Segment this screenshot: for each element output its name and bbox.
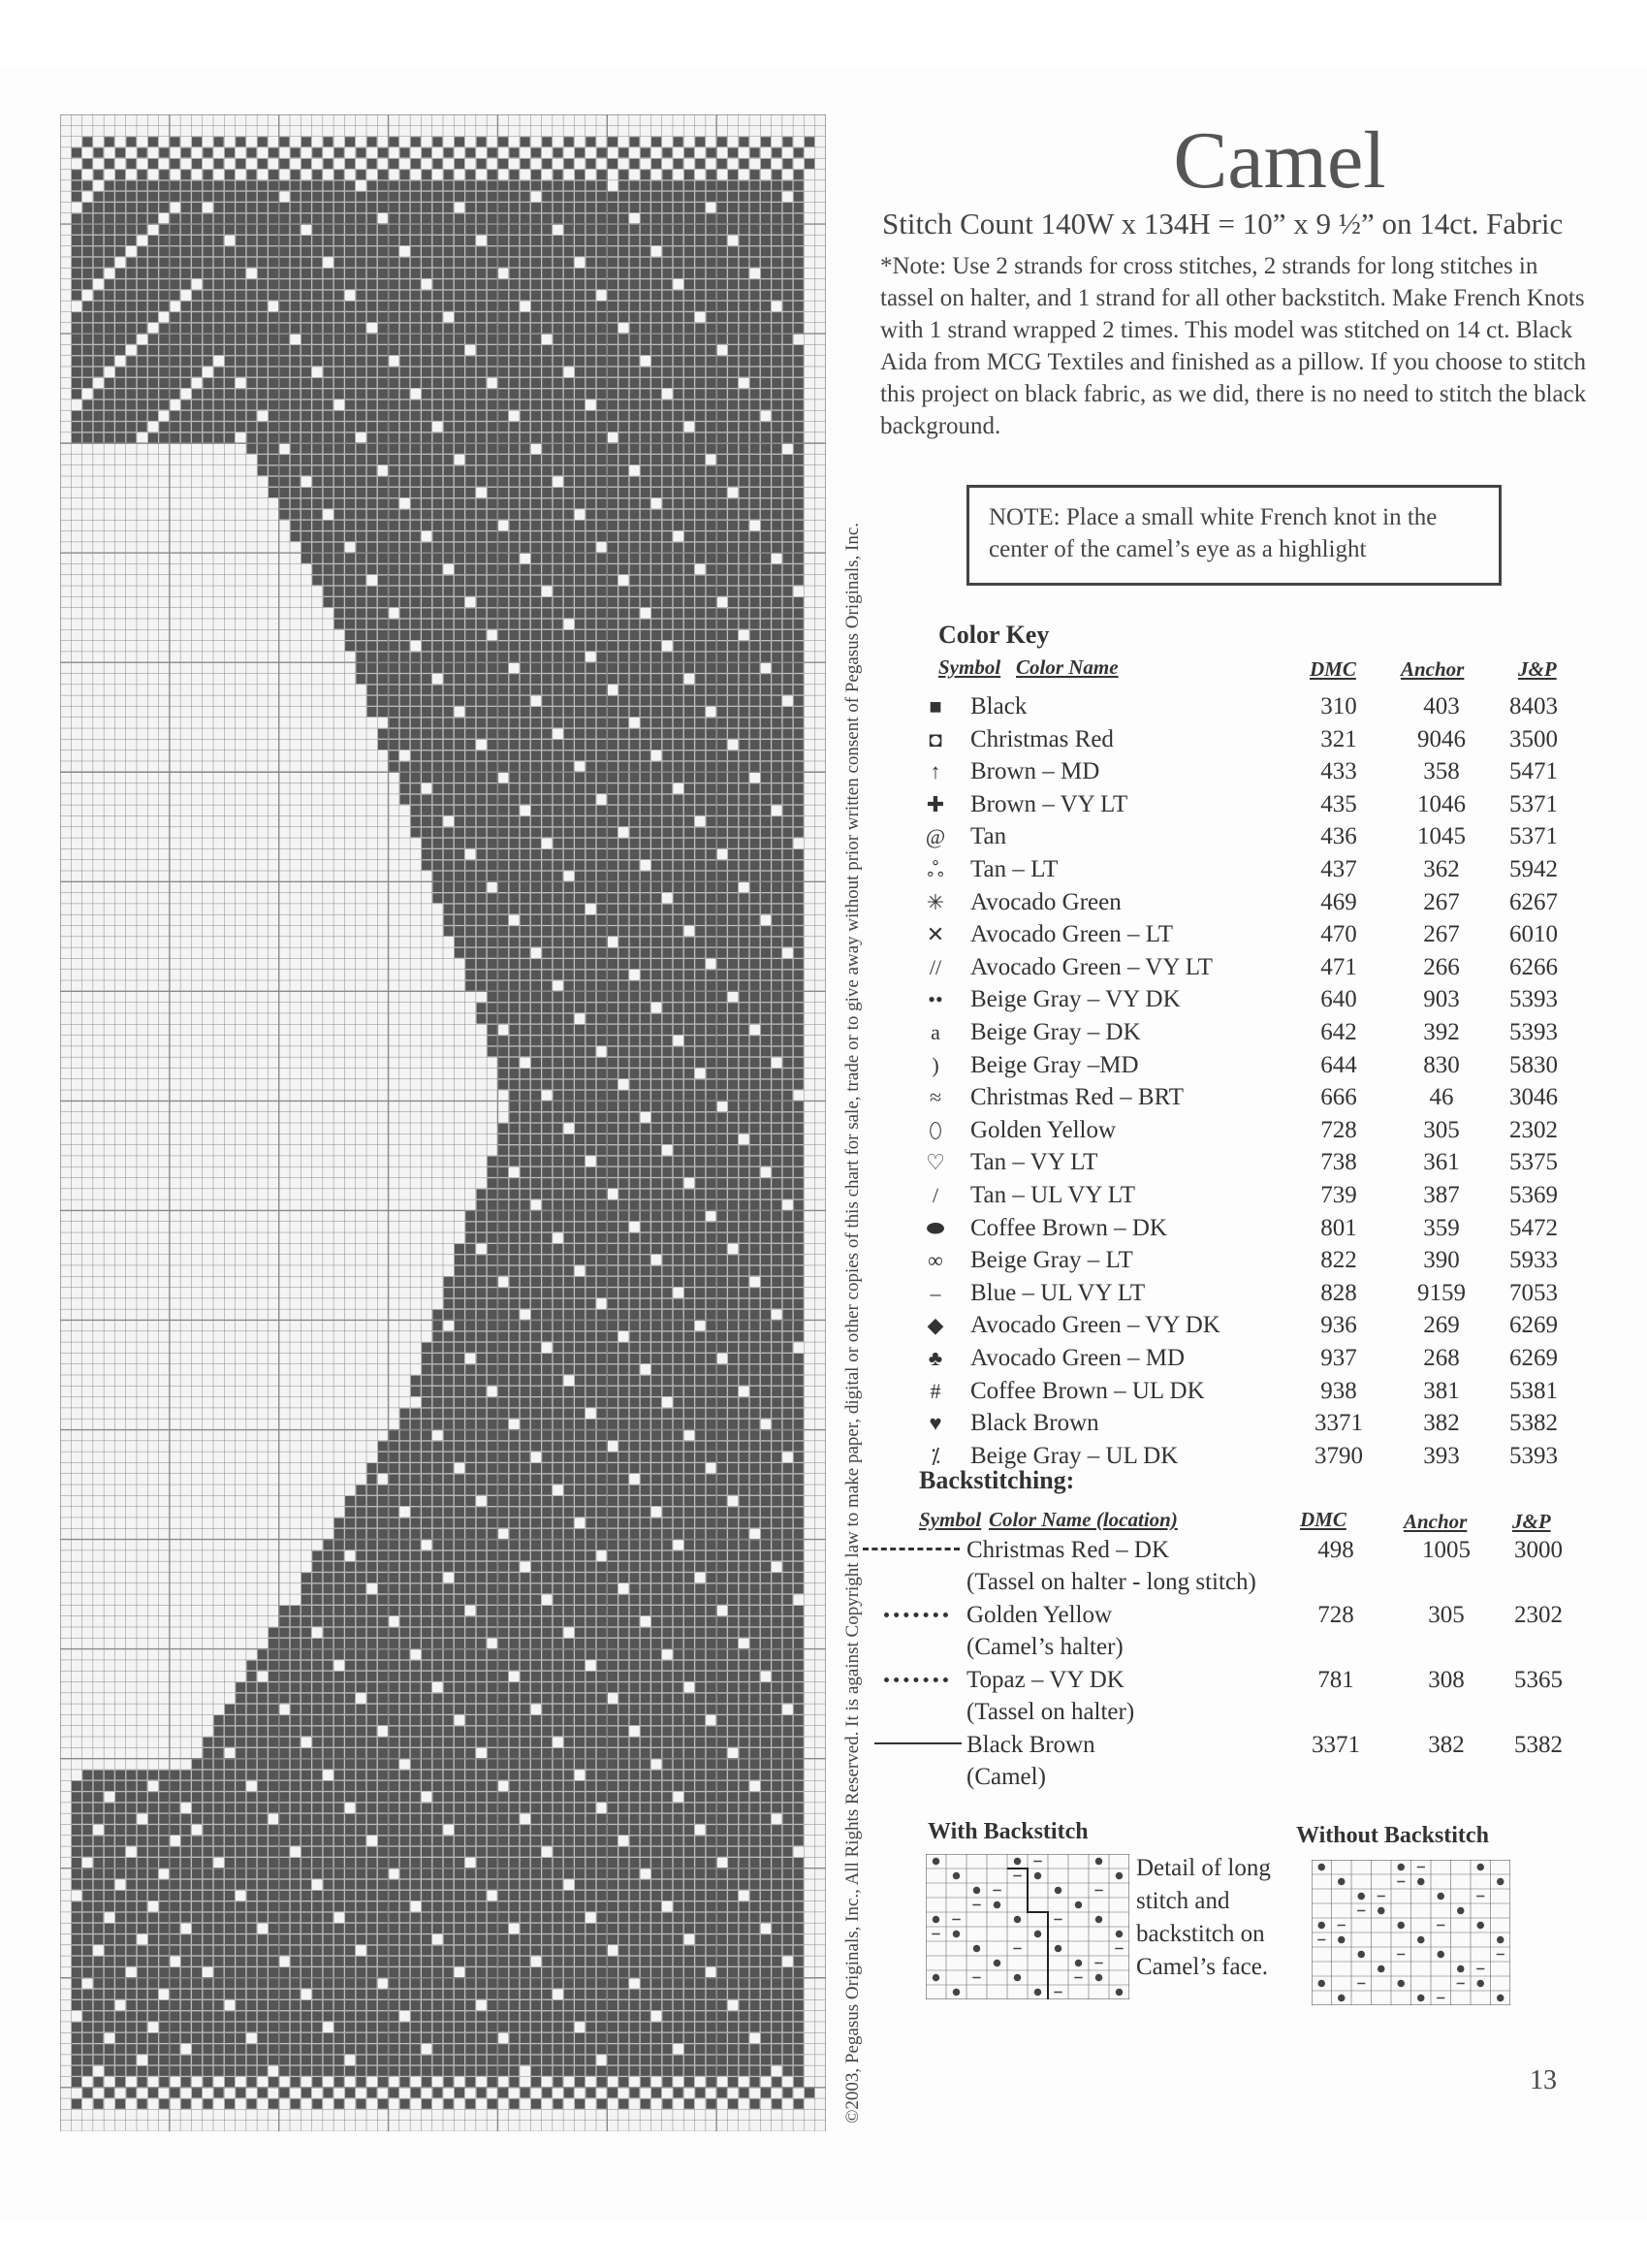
detail-chart-without-backstitch [1312,1860,1510,2005]
dmc-number: 3790 [1314,1442,1363,1469]
key-header-dmc: DMC [1310,657,1356,681]
color-name: Avocado Green – VY LT [970,953,1213,980]
chart-grid [60,114,826,2131]
jp-number: 6269 [1509,1345,1558,1371]
anchor-number: 9159 [1417,1279,1466,1306]
color-key-row [916,853,1595,885]
jp-number: 3000 [1514,1537,1563,1563]
anchor-number: 267 [1423,888,1460,915]
color-key-row [916,755,1595,787]
dmc-number: 644 [1320,1051,1357,1078]
detail-caption: Detail of long stitch and backstitch on Camel’s face. [1136,1855,1271,1980]
color-key-row [916,886,1595,918]
color-name: Beige Gray – DK [970,1019,1141,1045]
dmc-number: 640 [1320,986,1357,1013]
anchor-number: 903 [1423,986,1460,1013]
dmc-number: 739 [1320,1182,1357,1208]
backstitch-location: (Tassel on halter - long stitch) [966,1569,1256,1595]
color-symbol-icon: ✳ [926,889,945,914]
color-symbol-icon: ✕ [926,922,945,947]
color-symbol-icon: ✚ [926,791,945,816]
dmc-number: 3371 [1312,1732,1360,1758]
color-name: Beige Gray – VY DK [970,986,1181,1013]
dmc-number: 436 [1320,823,1357,850]
backstitch-name [966,1729,1354,1793]
color-symbol-icon: ≈ [929,1085,942,1110]
color-name: Avocado Green – VY DK [970,1312,1220,1339]
anchor-number: 1005 [1422,1537,1471,1563]
key-header-symbol: Symbol [938,655,1001,679]
highlight-note-box [966,485,1502,586]
anchor-number: 359 [1423,1214,1460,1241]
backstitch-color-name: Topaz – VY DK [966,1667,1124,1693]
anchor-number: 387 [1423,1182,1460,1208]
bs-header-symbol: Symbol [919,1508,982,1531]
dmc-number: 781 [1317,1667,1354,1693]
anchor-number: 1045 [1417,823,1466,850]
backstitch-name [966,1599,1354,1663]
color-key-row [916,1244,1595,1276]
color-name: Tan – LT [970,856,1059,882]
dmc-number: 822 [1320,1247,1357,1274]
copyright-notice: ©2003, Pegasus Originals, Inc., All Rights Reserved. It is against Copyright law to make paper, digital or other copies of this chart for sale, trade or to give away without prior written consent of Pegasus Originals, Inc. [842,522,863,2124]
dmc-number: 3371 [1314,1410,1363,1437]
key-header-anchor: Anchor [1401,657,1465,681]
color-key-row [916,788,1595,820]
color-name: Coffee Brown – UL DK [970,1377,1205,1404]
backstitch-name [966,1664,1354,1728]
dmc-number: 728 [1320,1116,1357,1143]
color-symbol-icon: ) [932,1052,939,1077]
color-key-row [916,1342,1595,1374]
color-name: Tan [970,823,1007,850]
anchor-number: 830 [1423,1051,1460,1078]
jp-number: 3046 [1509,1084,1558,1111]
jp-number: 5471 [1509,758,1558,785]
key-header-jp: J&P [1518,657,1557,681]
color-name: Black [970,693,1028,719]
jp-number: 6267 [1509,888,1558,915]
backstitch-location: (Camel) [966,1764,1046,1790]
backstitch-color-name: Christmas Red – DK [966,1537,1170,1563]
dmc-number: 936 [1320,1312,1357,1339]
color-name: Golden Yellow [970,1116,1117,1143]
color-symbol-icon: ∞ [928,1248,943,1273]
jp-number: 5942 [1509,856,1558,882]
page-top-margin [0,0,1647,66]
color-name: Beige Gray – UL DK [970,1442,1179,1469]
anchor-number: 9046 [1417,725,1466,752]
dmc-number: 469 [1320,888,1357,915]
color-key-row [916,1179,1595,1211]
jp-number: 5369 [1509,1182,1558,1208]
color-key-row [916,723,1595,755]
color-name: Brown – MD [970,758,1100,785]
cross-stitch-chart [60,114,826,2131]
anchor-number: 268 [1423,1345,1460,1371]
color-name: Beige Gray – LT [970,1247,1133,1274]
jp-number: 5382 [1514,1732,1563,1758]
jp-number: 2302 [1509,1116,1558,1143]
dmc-number: 470 [1320,921,1357,948]
page-number: 13 [1530,2065,1557,2095]
jp-number: 6010 [1509,921,1558,948]
color-name: Tan – UL VY LT [970,1182,1135,1208]
color-name: Avocado Green – LT [970,921,1173,948]
color-key-row [916,1146,1595,1178]
stitching-note: *Note: Use 2 strands for cross stitches, 2 strands for long stitches in tassel on halter, and 1 strand for all other backstitch. Make French Knots with 1 strand wrapped 2 times. This model was stitched on 14 ct. Black Aida from MCG Textiles and finished as a pillow. If you choose to stitch this project on black fabric, as we did, there is no need to stitch the black background. [880,253,1587,439]
color-symbol-icon: @ [925,824,946,849]
jp-number: 5381 [1509,1377,1558,1404]
jp-number: 5393 [1509,1442,1558,1469]
color-key-row [916,1375,1595,1407]
dmc-number: 738 [1320,1149,1357,1176]
anchor-number: 403 [1423,693,1460,719]
anchor-number: 269 [1423,1312,1460,1339]
dmc-number: 938 [1320,1377,1357,1404]
color-key-row [916,1016,1595,1048]
color-key-row [916,983,1595,1015]
bs-header-color-name: Color Name (location) [989,1508,1178,1531]
jp-number: 5393 [1509,986,1558,1013]
backstitch-location: (Camel’s halter) [966,1634,1124,1660]
backstitch-color-name: Black Brown [966,1732,1095,1758]
jp-number: 8403 [1509,693,1558,719]
backstitch-name [966,1534,1354,1598]
bs-header-anchor: Anchor [1404,1510,1468,1533]
anchor-number: 382 [1428,1732,1465,1758]
dmc-number: 471 [1320,953,1357,980]
dmc-number: 828 [1320,1279,1357,1306]
color-symbol-icon: ஃ [927,857,944,881]
color-symbol-icon: // [929,954,942,979]
color-key-row [916,1081,1595,1113]
color-key-row [916,1309,1595,1341]
dmc-number: 433 [1320,758,1357,785]
jp-number: 5382 [1509,1410,1558,1437]
dmc-number: 498 [1317,1537,1354,1563]
jp-number: 5371 [1509,790,1558,817]
color-symbol-icon: ♡ [926,1150,945,1175]
page-title: Camel [1173,115,1386,206]
backstitch-line-symbol [884,1677,948,1686]
anchor-number: 361 [1423,1149,1460,1176]
dmc-number: 435 [1320,790,1357,817]
color-name: Coffee Brown – DK [970,1214,1167,1241]
with-backstitch-title: With Backstitch [928,1819,1089,1844]
key-header-color-name: Color Name [1016,655,1119,679]
stitch-count: Stitch Count 140W x 134H = 10” x 9 ½” on 14ct. Fabric [882,207,1564,240]
jp-number: 7053 [1509,1279,1558,1306]
jp-number: 5375 [1509,1149,1558,1176]
anchor-number: 308 [1428,1667,1465,1693]
backstitch-line-symbol [884,1613,948,1621]
color-symbol-icon: ◘ [929,726,942,751]
jp-number: 3500 [1509,725,1558,752]
jp-number: 6269 [1509,1312,1558,1339]
color-key-row [916,1049,1595,1081]
bs-header-dmc: DMC [1300,1508,1346,1531]
color-symbol-icon: ⬬ [926,1215,945,1240]
color-symbol-icon: ◆ [927,1313,944,1338]
color-key-title: Color Key [938,621,1050,649]
color-name: Christmas Red [970,725,1114,752]
dmc-number: 801 [1320,1214,1357,1241]
jp-number: 5371 [1509,823,1558,850]
dmc-number: 666 [1320,1084,1357,1111]
jp-number: 5393 [1509,1019,1558,1045]
color-key-row [916,1407,1595,1439]
color-symbol-icon: ⬯ [929,1117,942,1142]
color-name: Avocado Green [970,888,1122,915]
dmc-number: 728 [1317,1602,1354,1628]
color-key-row [916,690,1595,722]
jp-number: 6266 [1509,953,1558,980]
without-backstitch-title: Without Backstitch [1296,1823,1489,1848]
color-name: Black Brown [970,1410,1099,1437]
anchor-number: 1046 [1417,790,1466,817]
anchor-number: 266 [1423,953,1460,980]
backstitch-line-symbol [863,1548,960,1554]
color-name: Blue – UL VY LT [970,1279,1146,1306]
jp-number: 2302 [1514,1602,1563,1628]
color-name: Avocado Green – MD [970,1345,1185,1371]
backstitching-title: Backstitching: [919,1466,1075,1494]
color-symbol-icon: •• [928,987,943,1012]
color-name: Brown – VY LT [970,790,1128,817]
color-key-row [916,918,1595,950]
color-symbol-icon: – [930,1280,941,1305]
dmc-number: 437 [1320,856,1357,882]
bs-header-jp: J&P [1512,1510,1551,1533]
dmc-number: 642 [1320,1019,1357,1045]
anchor-number: 358 [1423,758,1460,785]
color-key-row [916,1114,1595,1146]
jp-number: 5472 [1509,1214,1558,1241]
highlight-note-text: NOTE: Place a small white French knot in the center of the camel’s eye as a highlight [989,504,1438,562]
jp-number: 5830 [1509,1051,1558,1078]
anchor-number: 393 [1423,1442,1460,1469]
anchor-number: 381 [1423,1377,1460,1404]
color-key-row [916,820,1595,852]
page-bottom-margin [0,2219,1647,2268]
color-key-row [916,1277,1595,1309]
anchor-number: 305 [1428,1602,1465,1628]
color-symbol-icon: ♥ [929,1411,942,1436]
color-symbol-icon: ⁒ [931,1443,940,1468]
color-name: Christmas Red – BRT [970,1084,1185,1111]
dmc-number: 321 [1320,725,1357,752]
color-symbol-icon: / [932,1183,939,1207]
color-symbol-icon: # [930,1378,941,1403]
color-key-row [916,951,1595,983]
anchor-number: 305 [1423,1116,1460,1143]
color-symbol-icon: ■ [929,694,942,719]
jp-number: 5365 [1514,1667,1563,1693]
color-key-row [916,1212,1595,1244]
detail-chart-with-backstitch [926,1854,1129,1999]
anchor-number: 46 [1429,1084,1454,1111]
color-symbol-icon: ♣ [928,1346,943,1370]
backstitch-color-name: Golden Yellow [966,1602,1113,1628]
anchor-number: 267 [1423,921,1460,948]
dmc-number: 937 [1320,1345,1357,1371]
anchor-number: 382 [1423,1410,1460,1437]
dmc-number: 310 [1320,693,1357,719]
backstitch-location: (Tassel on halter) [966,1699,1135,1725]
backstitch-line-symbol [874,1742,962,1748]
anchor-number: 390 [1423,1247,1460,1274]
color-symbol-icon: ↑ [930,759,941,784]
color-symbol-icon: a [931,1020,940,1044]
color-name: Tan – VY LT [970,1149,1098,1176]
anchor-number: 362 [1423,856,1460,882]
anchor-number: 392 [1423,1019,1460,1045]
color-name: Beige Gray –MD [970,1051,1139,1078]
jp-number: 5933 [1509,1247,1558,1274]
